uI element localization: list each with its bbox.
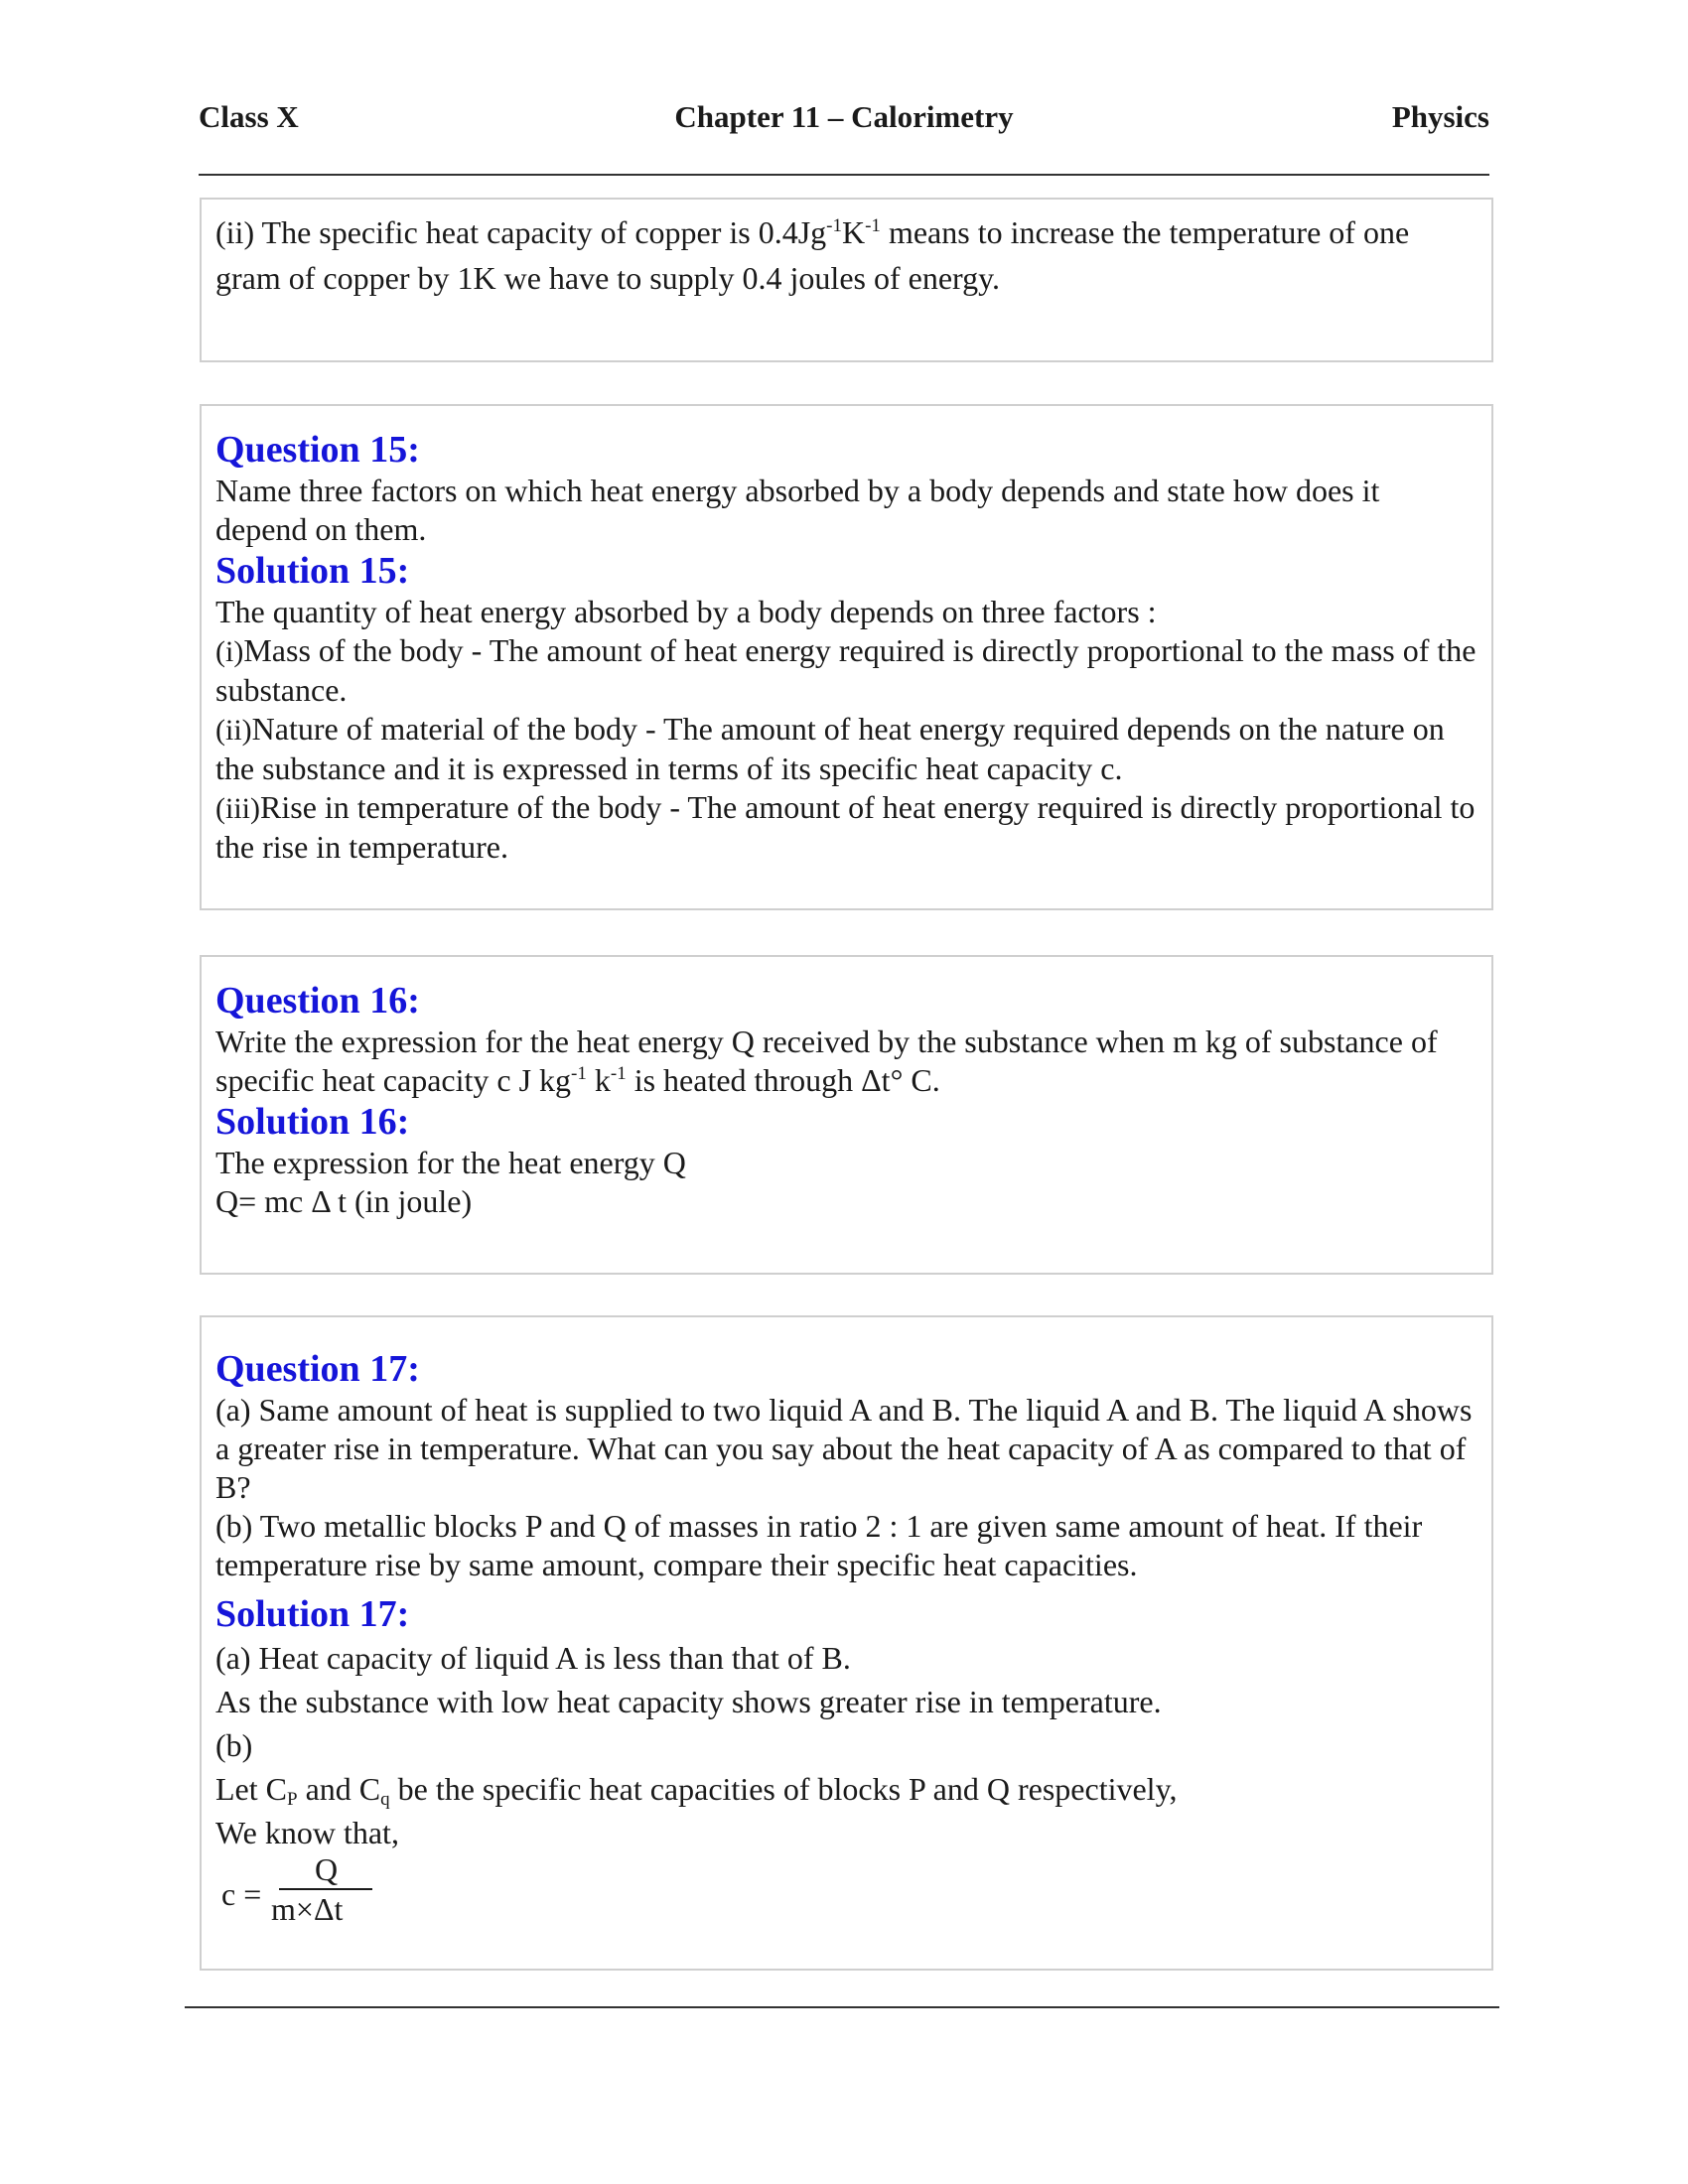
solution-15-item-1: (i)Mass of the body - The amount of heat energy required is directly proportional to the mass of the substance. bbox=[215, 632, 1477, 708]
formula-lhs: c = bbox=[221, 1876, 262, 1912]
header-divider bbox=[199, 174, 1489, 176]
formula-denominator: m×Δt bbox=[271, 1891, 344, 1927]
continuation-box bbox=[200, 198, 1493, 362]
footer-divider bbox=[185, 2006, 1499, 2008]
question-16-text: Write the expression for the heat energy Q received by the substance when m kg of substance of specific heat capacity c J $kg^{-1}$ $k^{-1}$ is heated through Δt° C. bbox=[215, 1024, 1438, 1098]
question-15-text: Name three factors on which heat energy absorbed by a body depends and state how does it depend on them. bbox=[215, 473, 1380, 547]
question-17-part-b: (b) Two metallic blocks P and Q of masses in ratio 2 : 1 are given same amount of heat. If their temperature rise by same amount, compare their specific heat capacities. bbox=[215, 1508, 1423, 1582]
question-15-heading: Question 15: bbox=[215, 429, 420, 471]
solution-16-formula: Q= mc Δ t (in joule) bbox=[215, 1183, 473, 1219]
question-16-box bbox=[200, 955, 1493, 1275]
solution-17-we-know: We know that, bbox=[215, 1815, 399, 1850]
header-subject: Physics bbox=[1391, 99, 1489, 134]
page-header bbox=[199, 99, 1489, 143]
solution-15-heading: Solution 15: bbox=[215, 550, 410, 592]
solution-17-heading: Solution 17: bbox=[215, 1593, 410, 1635]
specific-heat-formula bbox=[215, 1851, 1477, 1928]
question-15-box bbox=[200, 404, 1493, 910]
solution-15-item-3: (iii)Rise in temperature of the body - The amount of heat energy required is directly proportional to the rise in temperature. bbox=[215, 789, 1476, 865]
solution-16-heading: Solution 16: bbox=[215, 1101, 410, 1143]
header-class: Class X bbox=[199, 99, 299, 134]
header-chapter-title: Chapter 11 – Calorimetry bbox=[674, 99, 1014, 134]
question-17-part-a: (a) Same amount of heat is supplied to two liquid A and B. The liquid A and B. The liquid A shows a greater rise in temperature. What can you say about the heat capacity of A as compared to that of B? bbox=[215, 1392, 1473, 1505]
copper-specific-heat-text: (ii) The specific heat capacity of copper is $0.4Jg^{-1}K^{-1}$ means to increase the temperature of one gram of copper by 1K we have to supply 0.4 joules of energy. bbox=[215, 214, 1410, 296]
solution-17-line-a2: As the substance with low heat capacity shows greater rise in temperature. bbox=[215, 1684, 1162, 1719]
solution-15-item-2: (ii)Nature of material of the body - The amount of heat energy required depends on the nature on the substance and it is expressed in terms of its specific heat capacity c. bbox=[215, 711, 1445, 786]
question-16-heading: Question 16: bbox=[215, 980, 420, 1022]
question-17-box bbox=[200, 1315, 1493, 1971]
question-17-heading: Question 17: bbox=[215, 1348, 420, 1390]
solution-16-line-1: The expression for the heat energy Q bbox=[215, 1145, 686, 1180]
solution-17-line-b: (b) bbox=[215, 1727, 253, 1763]
solution-15-intro: The quantity of heat energy absorbed by a body depends on three factors : bbox=[215, 594, 1157, 629]
formula-numerator: Q bbox=[315, 1851, 339, 1887]
solution-17-line-a1: (a) Heat capacity of liquid A is less than that of B. bbox=[215, 1640, 851, 1676]
solution-17-let-statement: Let $C_P$ and $C_q$ be the specific heat capacities of blocks P and Q respectively, bbox=[215, 1771, 1178, 1810]
